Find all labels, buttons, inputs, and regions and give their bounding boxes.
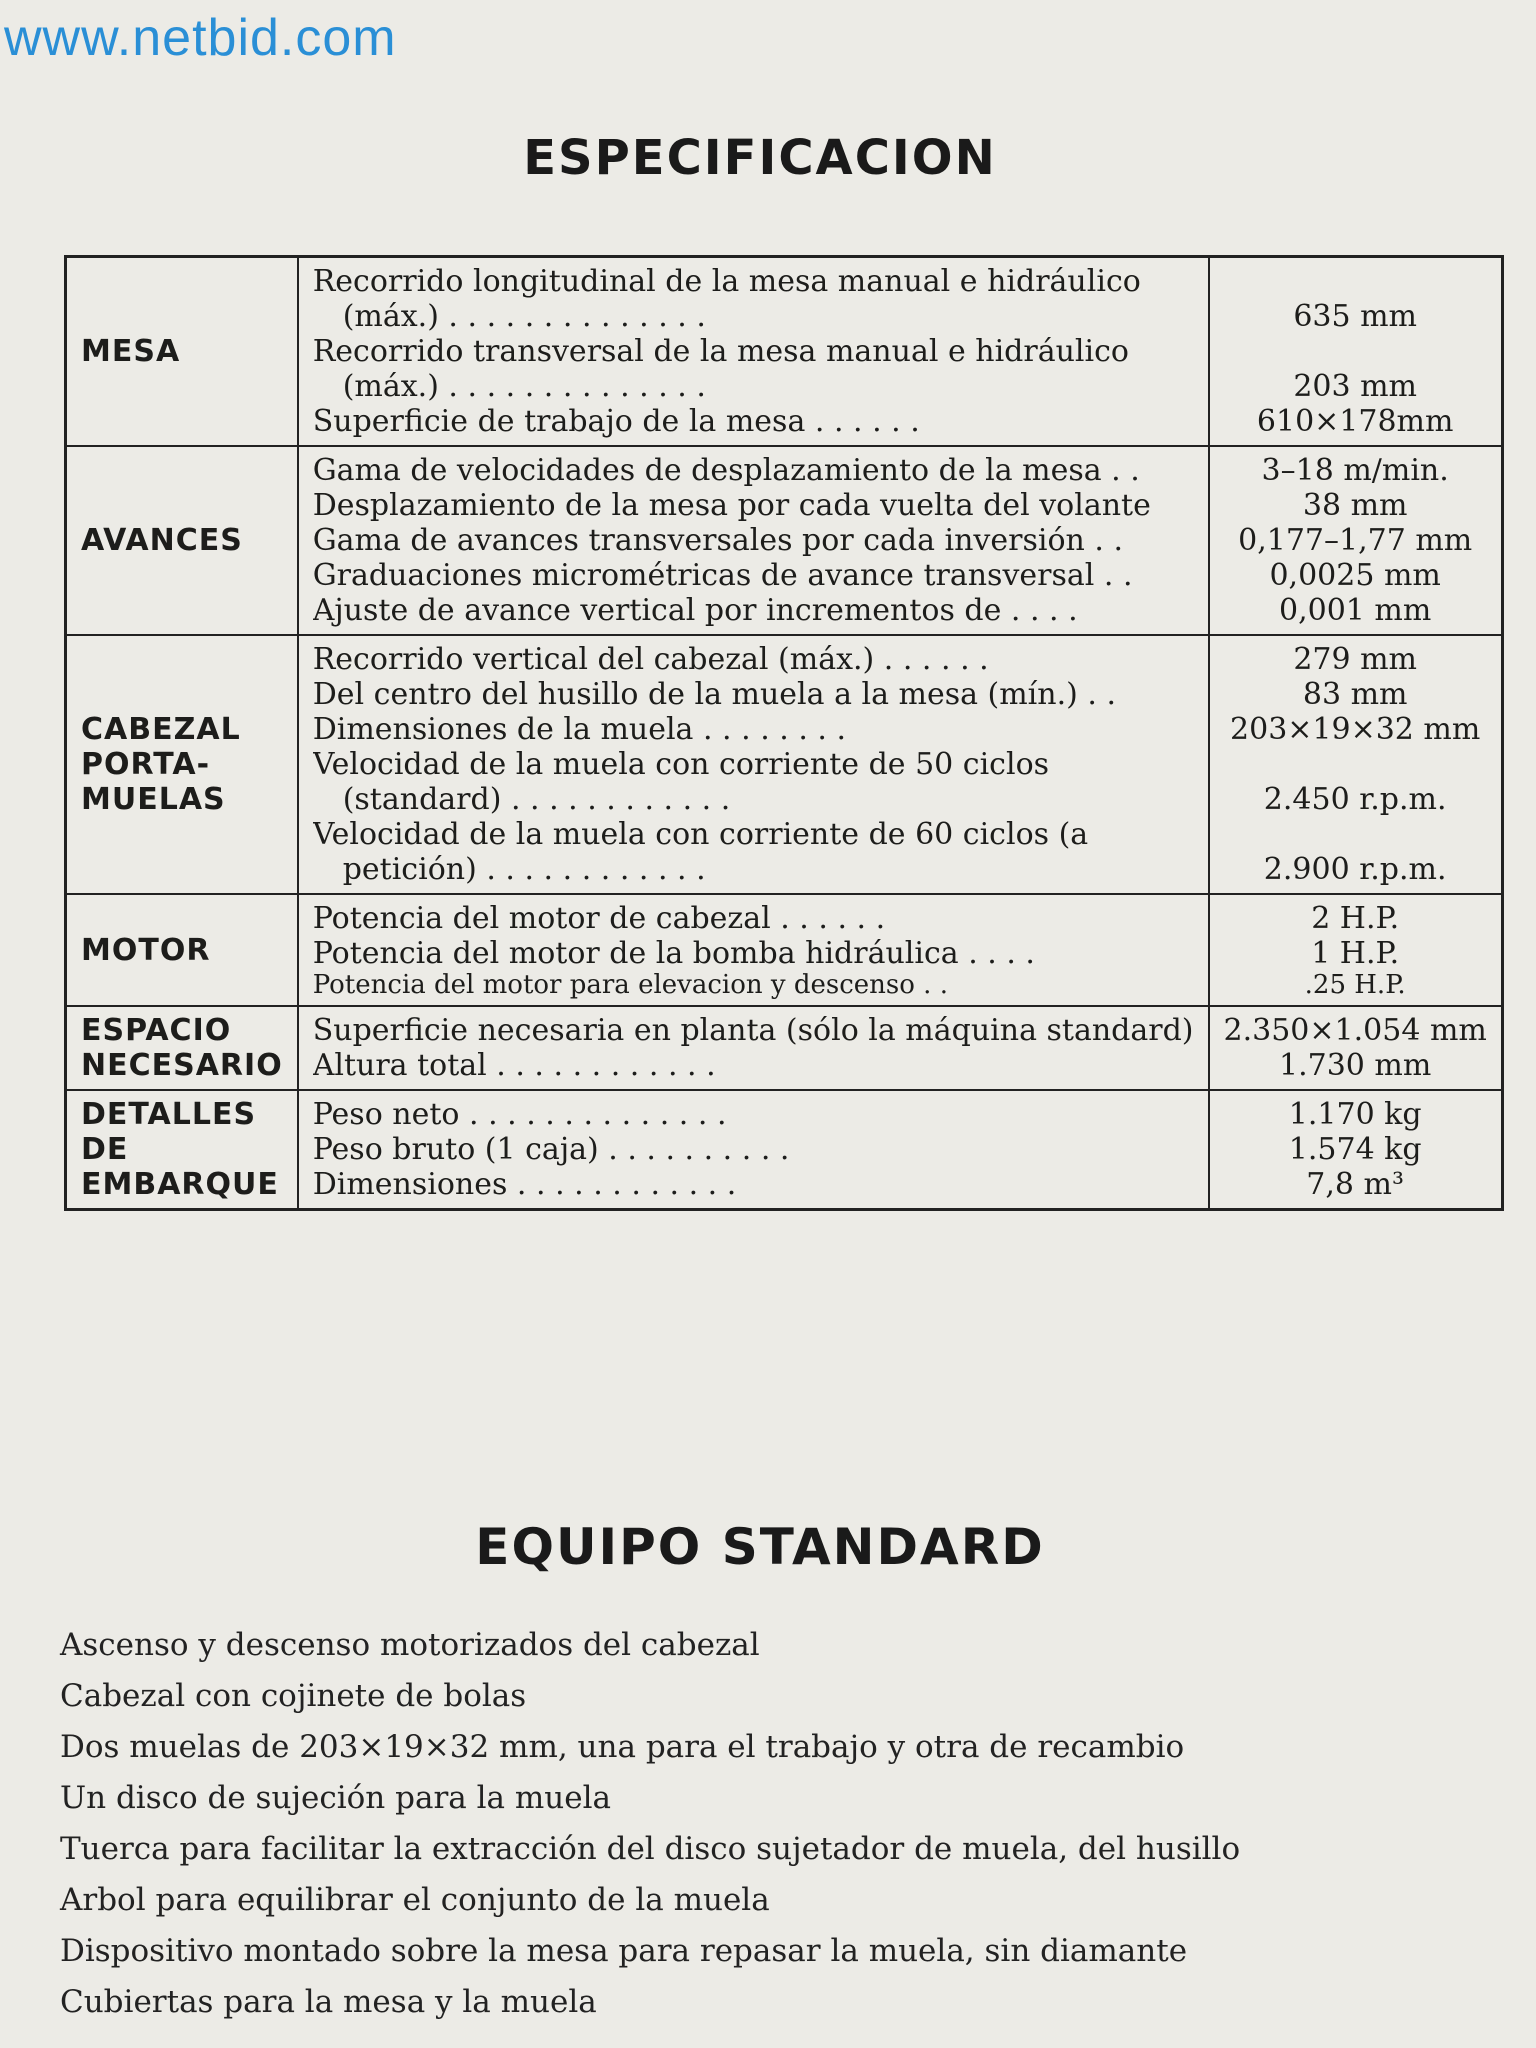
section-descriptions <box>298 1006 1209 1090</box>
spec-section-row <box>66 257 1503 447</box>
spec-value: 2 H.P. <box>1311 901 1400 936</box>
category-line: MUELAS <box>81 782 226 817</box>
category-line: DETALLES <box>81 1097 257 1132</box>
spec-description: Velocidad de la muela con corriente de 60 ciclos (a <box>312 817 1089 852</box>
spec-section-row <box>66 1090 1503 1210</box>
spec-description: petición) . . . . . . . . . . . . <box>342 852 706 887</box>
equipo-title: EQUIPO STANDARD <box>475 1518 1045 1576</box>
spec-value: 635 mm <box>1293 299 1418 334</box>
spec-value: 1 H.P. <box>1311 936 1400 971</box>
equipo-item: Un disco de sujeción para la muela <box>60 1780 611 1816</box>
spec-value: 203 mm <box>1293 369 1418 404</box>
spec-description: Del centro del husillo de la muela a la mesa (mín.) . . <box>312 677 1116 712</box>
spec-value: 203×19×32 mm <box>1230 712 1481 747</box>
section-values <box>1209 1006 1503 1090</box>
equipo-item: Dispositivo montado sobre la mesa para repasar la muela, sin diamante <box>60 1933 1188 1969</box>
equipo-item: Ascenso y descenso motorizados del cabezal <box>60 1627 760 1663</box>
section-descriptions <box>298 635 1209 894</box>
section-values <box>1209 257 1503 447</box>
spec-description: Superficie necesaria en planta (sólo la máquina standard) <box>312 1013 1194 1048</box>
spec-description: (máx.) . . . . . . . . . . . . . . <box>342 299 706 334</box>
category-line: MESA <box>81 334 181 369</box>
spec-value <box>1224 334 1487 369</box>
spec-description: Altura total . . . . . . . . . . . . <box>312 1048 716 1083</box>
spec-description: Dimensiones de la muela . . . . . . . . <box>312 712 847 747</box>
spec-description: Potencia del motor de la bomba hidráulica . . . . <box>312 936 1035 971</box>
spec-value: 610×178mm <box>1256 404 1454 439</box>
spec-description: Ajuste de avance vertical por incrementos de . . . . <box>312 593 1078 628</box>
equipo-item: Tuerca para facilitar la extracción del disco sujetador de muela, del husillo <box>60 1831 1241 1867</box>
spec-description: Superficie de trabajo de la mesa . . . . . . <box>312 404 920 439</box>
spec-section-row <box>66 1006 1503 1090</box>
section-category <box>66 1006 298 1090</box>
spec-section-row <box>66 635 1503 894</box>
spec-description: (máx.) . . . . . . . . . . . . . . <box>342 369 706 404</box>
spec-value: 0,177–1,77 mm <box>1238 523 1473 558</box>
category-line: NECESARIO <box>81 1048 283 1083</box>
category-line: ESPACIO <box>81 1013 232 1048</box>
specification-table <box>64 255 1504 1211</box>
spec-value: 279 mm <box>1293 642 1418 677</box>
section-descriptions <box>298 446 1209 635</box>
spec-value: 0,001 mm <box>1279 593 1432 628</box>
section-descriptions <box>298 1090 1209 1210</box>
spec-value: 2.350×1.054 mm <box>1223 1013 1487 1048</box>
section-category <box>66 446 298 635</box>
spec-value: 0,0025 mm <box>1269 558 1441 593</box>
category-line: MOTOR <box>81 932 211 968</box>
spec-description: (standard) . . . . . . . . . . . . <box>342 782 731 817</box>
section-values <box>1209 894 1503 1006</box>
spec-description: Desplazamiento de la mesa por cada vuelta del volante <box>312 488 1151 523</box>
spec-title: ESPECIFICACION <box>523 130 997 186</box>
section-category <box>66 635 298 894</box>
equipo-item: Dos muelas de 203×19×32 mm, una para el trabajo y otra de recambio <box>60 1729 1185 1765</box>
spec-value: 1.730 mm <box>1279 1048 1432 1083</box>
section-values <box>1209 635 1503 894</box>
spec-value: 1.574 kg <box>1288 1132 1422 1167</box>
category-line: EMBARQUE <box>81 1167 279 1202</box>
section-descriptions <box>298 894 1209 1006</box>
spec-description: Potencia del motor de cabezal . . . . . . <box>312 901 886 936</box>
spec-value: 1.170 kg <box>1288 1097 1422 1132</box>
spec-description: Graduaciones micrométricas de avance transversal . . <box>312 558 1133 593</box>
equipo-list <box>60 1620 1240 2028</box>
spec-description: Recorrido vertical del cabezal (máx.) . . . . . . <box>312 642 989 677</box>
equipo-item: Arbol para equilibrar el conjunto de la muela <box>60 1882 770 1918</box>
spec-value: 38 mm <box>1302 488 1408 523</box>
spec-value <box>1224 817 1487 852</box>
equipo-item: Cubiertas para la mesa y la muela <box>60 1984 597 2020</box>
spec-value: 2.450 r.p.m. <box>1263 782 1447 817</box>
section-descriptions <box>298 257 1209 447</box>
spec-description: Recorrido longitudinal de la mesa manual e hidráulico <box>312 264 1141 299</box>
section-category <box>66 894 298 1006</box>
section-values <box>1209 1090 1503 1210</box>
section-category <box>66 257 298 447</box>
spec-value <box>1224 747 1487 782</box>
category-line: DE <box>81 1132 129 1167</box>
spec-description: Gama de avances transversales por cada inversión . . <box>312 523 1123 558</box>
section-category <box>66 1090 298 1210</box>
spec-description: Velocidad de la muela con corriente de 50 ciclos <box>312 747 1050 782</box>
category-line: CABEZAL <box>81 712 241 747</box>
category-line: AVANCES <box>81 523 243 558</box>
spec-value: .25 H.P. <box>1304 971 1406 999</box>
spec-description: Peso bruto (1 caja) . . . . . . . . . . <box>312 1132 790 1167</box>
spec-section-row <box>66 894 1503 1006</box>
spec-value: 83 mm <box>1302 677 1408 712</box>
spec-description: Potencia del motor para elevacion y descenso . . <box>312 971 948 999</box>
section-values <box>1209 446 1503 635</box>
spec-value: 3–18 m/min. <box>1261 453 1449 488</box>
spec-section-row <box>66 446 1503 635</box>
spec-description: Dimensiones . . . . . . . . . . . . <box>312 1167 737 1202</box>
watermark-text: www.netbid.com <box>4 9 397 67</box>
spec-description: Peso neto . . . . . . . . . . . . . . <box>312 1097 727 1132</box>
spec-description: Recorrido transversal de la mesa manual e hidráulico <box>312 334 1129 369</box>
category-line: PORTA- <box>81 747 211 782</box>
spec-value <box>1224 264 1487 299</box>
spec-description: Gama de velocidades de desplazamiento de la mesa . . <box>312 453 1140 488</box>
equipo-item: Cabezal con cojinete de bolas <box>60 1678 527 1714</box>
spec-value: 7,8 m³ <box>1306 1167 1405 1202</box>
spec-value: 2.900 r.p.m. <box>1263 852 1447 887</box>
